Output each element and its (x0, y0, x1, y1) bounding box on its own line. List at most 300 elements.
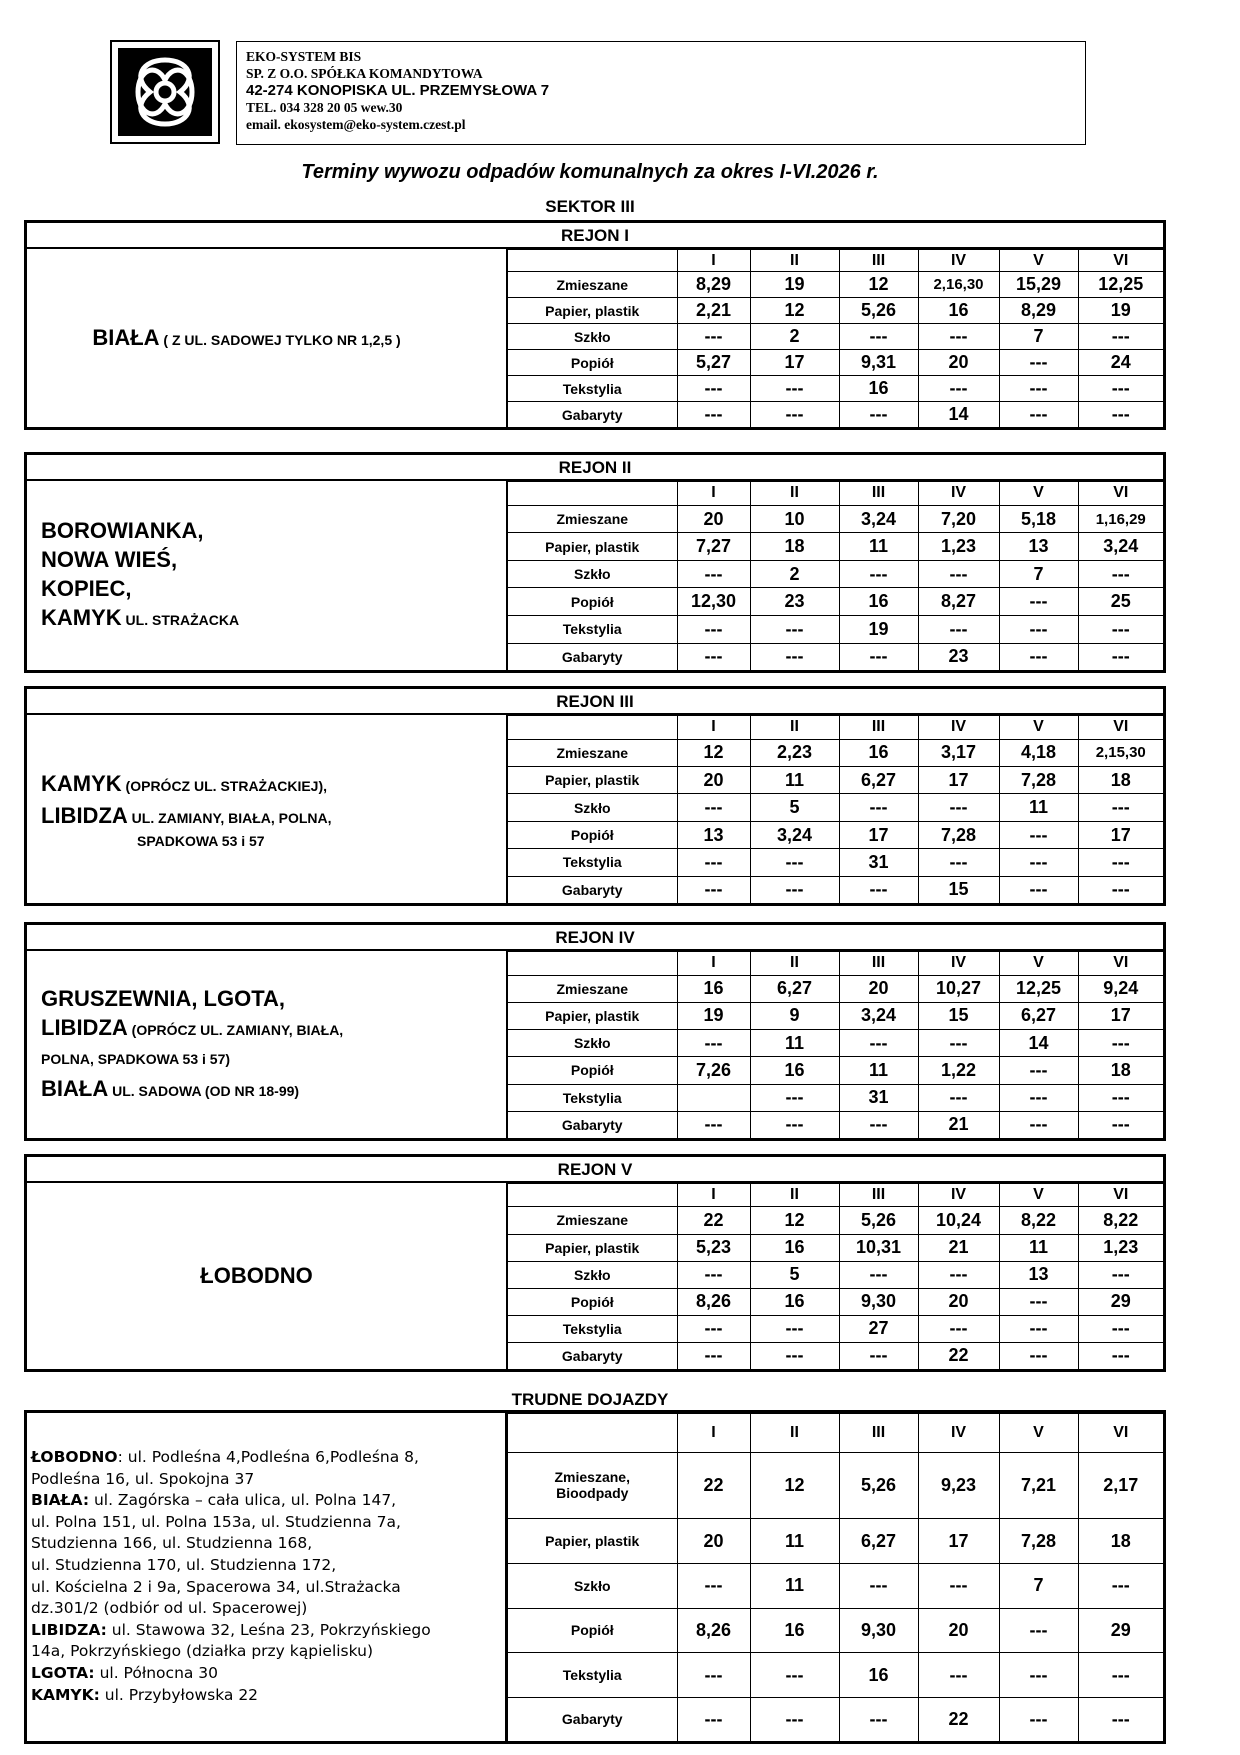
pickup-dates-cell: 10 (750, 505, 839, 533)
pickup-dates-cell: 7,21 (999, 1452, 1078, 1519)
waste-category-label (508, 1207, 677, 1234)
waste-category-label (508, 849, 677, 876)
pickup-dates-cell: 7 (999, 560, 1078, 588)
pickup-dates-cell: 13 (677, 821, 750, 848)
waste-category-text: Popiół (570, 827, 614, 844)
pickup-dates-cell: --- (1078, 1653, 1163, 1698)
pickup-dates-cell: 11 (999, 1234, 1078, 1261)
waste-category-label (508, 1608, 677, 1653)
pickup-dates-cell: 16 (750, 1234, 839, 1261)
schedule-row-tekstylia (508, 849, 1163, 876)
schedule-row-papier-plastik (508, 1002, 1163, 1029)
pickup-dates-cell: --- (677, 876, 750, 903)
month-header-iv: IV (918, 952, 999, 976)
address-text: ul. Zagórska – cała ulica, ul. Polna 147, (89, 1491, 397, 1510)
pickup-dates-cell: --- (999, 876, 1078, 903)
pickup-dates-cell: 12,30 (677, 588, 750, 616)
pickup-dates-cell: --- (1078, 1564, 1163, 1609)
month-header-v: V (999, 1414, 1078, 1453)
schedule-row-popiol (508, 1608, 1163, 1653)
pickup-dates-cell: 1,23 (1078, 1234, 1163, 1261)
place-kopiec: KOPIEC, (41, 576, 132, 601)
pickup-dates-cell: --- (750, 643, 839, 670)
pickup-dates-cell: 5 (750, 1261, 839, 1288)
pickup-dates-cell: --- (1078, 560, 1163, 588)
pickup-dates-cell: --- (750, 1697, 839, 1741)
schedule-row-popiol (508, 588, 1163, 616)
pickup-dates-cell: 23 (918, 643, 999, 670)
pickup-dates-cell: --- (1078, 794, 1163, 821)
pickup-dates-cell: 8,22 (1078, 1207, 1163, 1234)
month-header-i: I (677, 1184, 750, 1207)
waste-category-text: Popiół (570, 1622, 614, 1639)
pickup-dates-cell: --- (677, 615, 750, 643)
region-5-schedule (508, 1183, 1163, 1369)
pickup-dates-cell: 5,27 (677, 350, 750, 376)
company-address: 42-274 KONOPISKA UL. PRZEMYSŁOWA 7 (246, 82, 550, 99)
pickup-dates-cell: 7,28 (999, 1519, 1078, 1564)
month-header-vi: VI (1078, 952, 1163, 976)
place-biala-note: UL. SADOWA (OD NR 18-99) (108, 1082, 300, 1099)
month-header-row (508, 1184, 1163, 1207)
pickup-dates-cell: 3,24 (839, 1002, 918, 1029)
month-header-i: I (677, 716, 750, 740)
company-info-box (236, 41, 1086, 145)
region-3-title: REJON III (27, 689, 1163, 715)
month-header-row (508, 716, 1163, 740)
pickup-dates-cell: --- (1078, 1084, 1163, 1111)
pickup-dates-cell: 12 (677, 739, 750, 766)
pickup-dates-cell: 12,25 (999, 975, 1078, 1002)
pickup-dates-cell: --- (918, 849, 999, 876)
address-text: ul. Kościelna 2 i 9a, Spacerowa 34, ul.Strażacka (31, 1577, 401, 1596)
pickup-dates-cell: --- (677, 849, 750, 876)
waste-category-text: Gabaryty (561, 1116, 623, 1133)
pickup-dates-cell: 7,28 (918, 821, 999, 848)
pickup-dates-cell: --- (750, 1653, 839, 1698)
pickup-dates-cell: 25 (1078, 588, 1163, 616)
region-5-block (24, 1154, 1166, 1372)
month-header-iv: IV (918, 1414, 999, 1453)
pickup-dates-cell: --- (999, 1288, 1078, 1315)
pickup-dates-cell: 9,24 (1078, 975, 1163, 1002)
pickup-dates-cell: 6,27 (999, 1002, 1078, 1029)
schedule-row-gabaryty (508, 876, 1163, 903)
pickup-dates-cell: --- (918, 794, 999, 821)
pickup-dates-cell: --- (999, 821, 1078, 848)
place-libidza-note: UL. ZAMIANY, BIAŁA, POLNA, (127, 810, 332, 826)
pickup-dates-cell: 7 (999, 1564, 1078, 1609)
pickup-dates-cell: 13 (999, 533, 1078, 561)
pickup-dates-cell: --- (677, 560, 750, 588)
pickup-dates-cell: 11 (750, 767, 839, 794)
pickup-dates-cell: --- (1078, 402, 1163, 427)
pickup-dates-cell: 20 (677, 1519, 750, 1564)
waste-category-text: Zmieszane (556, 511, 629, 528)
schedule-table (508, 249, 1163, 427)
pickup-dates-cell: 15,29 (999, 272, 1078, 298)
month-header-iii: III (839, 952, 918, 976)
address-line (31, 1512, 501, 1534)
address-text: ul. Studzienna 170, ul. Studzienna 172, (31, 1555, 337, 1574)
schedule-row-gabaryty (508, 402, 1163, 427)
address-text: Podleśna 16, ul. Spokojna 37 (31, 1469, 255, 1488)
celtic-knot-logo-icon (118, 48, 212, 136)
waste-category-text: Zmieszane, (554, 1469, 630, 1486)
pickup-dates-cell: --- (918, 560, 999, 588)
region-2-block (24, 452, 1166, 673)
waste-category-text: Popiół (570, 593, 614, 610)
pickup-dates-cell: 16 (839, 376, 918, 402)
pickup-dates-cell: 16 (750, 1057, 839, 1084)
pickup-dates-cell: --- (750, 876, 839, 903)
waste-category-label (508, 1564, 677, 1609)
waste-category-text: Szkło (573, 328, 611, 345)
pickup-dates-cell: 5 (750, 794, 839, 821)
address-line (31, 1685, 501, 1707)
pickup-dates-cell: 11 (750, 1519, 839, 1564)
region-4-places (27, 951, 508, 1138)
pickup-dates-cell: --- (839, 1564, 918, 1609)
pickup-dates-cell: 27 (839, 1315, 918, 1342)
waste-category-label (508, 324, 677, 350)
region-1-title: REJON I (27, 223, 1163, 249)
hard-access-block (24, 1410, 1166, 1744)
address-text: ul. Przybyłowska 22 (99, 1685, 259, 1704)
schedule-row-zmieszane (508, 739, 1163, 766)
pickup-dates-cell: --- (1078, 1315, 1163, 1342)
pickup-dates-cell: --- (839, 643, 918, 670)
pickup-dates-cell: --- (999, 1111, 1078, 1138)
pickup-dates-cell: 11 (839, 533, 918, 561)
month-header-i: I (677, 250, 750, 272)
schedule-row-szklo (508, 560, 1163, 588)
month-header-vi: VI (1078, 716, 1163, 740)
pickup-dates-cell: 11 (750, 1030, 839, 1057)
pickup-dates-cell: 1,16,29 (1078, 505, 1163, 533)
place-biala: BIAŁA (92, 325, 160, 350)
pickup-dates-cell: --- (750, 376, 839, 402)
schedule-row-szklo (508, 1261, 1163, 1288)
waste-category-text: Gabaryty (561, 406, 623, 423)
place-libidza-note-cont: SPADKOWA 53 i 57 (137, 833, 265, 849)
waste-category-label (508, 643, 677, 670)
pickup-dates-cell: 14 (999, 1030, 1078, 1057)
pickup-dates-cell: 17 (750, 350, 839, 376)
pickup-dates-cell: 22 (677, 1452, 750, 1519)
waste-category-text: Tekstylia (562, 621, 622, 638)
pickup-dates-cell: --- (1078, 849, 1163, 876)
pickup-dates-cell: --- (839, 1697, 918, 1741)
region-2-schedule (508, 481, 1163, 670)
pickup-dates-cell: --- (677, 1564, 750, 1609)
pickup-dates-cell: 10,27 (918, 975, 999, 1002)
pickup-dates-cell: 6,27 (839, 767, 918, 794)
pickup-dates-cell: --- (677, 1111, 750, 1138)
document-title: Terminy wywozu odpadów komunalnych za okres I-VI.2026 r. (301, 161, 879, 183)
region-3-places (27, 715, 508, 903)
waste-category-text: Gabaryty (561, 881, 623, 898)
pickup-dates-cell: 8,22 (999, 1207, 1078, 1234)
pickup-dates-cell: 16 (839, 739, 918, 766)
pickup-dates-cell: 2,21 (677, 298, 750, 324)
pickup-dates-cell: --- (750, 402, 839, 427)
pickup-dates-cell: 22 (918, 1697, 999, 1741)
waste-category-label (508, 1653, 677, 1698)
waste-category-text: Popiół (570, 1293, 614, 1310)
schedule-row-popiol (508, 821, 1163, 848)
pickup-dates-cell: 23 (750, 588, 839, 616)
pickup-dates-cell: 8,26 (677, 1608, 750, 1653)
pickup-dates-cell: 19 (677, 1002, 750, 1029)
pickup-dates-cell: --- (999, 615, 1078, 643)
logo-background (118, 48, 212, 136)
waste-category-text: Zmieszane (556, 276, 629, 293)
pickup-dates-cell: --- (677, 1261, 750, 1288)
month-header-iii: III (839, 482, 918, 506)
waste-category-text: Zmieszane (556, 1212, 629, 1229)
pickup-dates-cell: 12 (750, 1452, 839, 1519)
pickup-dates-cell: --- (750, 1315, 839, 1342)
place-gruszewnia-lgota: GRUSZEWNIA, LGOTA, (41, 985, 286, 1011)
pickup-dates-cell: 2,15,30 (1078, 739, 1163, 766)
waste-category-label (508, 533, 677, 561)
pickup-dates-cell: --- (839, 560, 918, 588)
place-biala: BIAŁA (41, 1075, 109, 1101)
header-blank-cell (508, 1184, 677, 1207)
waste-category-label (508, 767, 677, 794)
pickup-dates-cell: 3,24 (750, 821, 839, 848)
pickup-dates-cell: --- (918, 1653, 999, 1698)
place-kamyk: KAMYK (41, 605, 122, 630)
pickup-dates-cell: --- (1078, 1030, 1163, 1057)
pickup-dates-cell: 8,26 (677, 1288, 750, 1315)
pickup-dates-cell: 31 (839, 1084, 918, 1111)
pickup-dates-cell: 3,24 (1078, 533, 1163, 561)
pickup-dates-cell: --- (1078, 1111, 1163, 1138)
address-line (31, 1533, 501, 1555)
pickup-dates-cell: --- (918, 1315, 999, 1342)
waste-category-text: Szkło (573, 1035, 611, 1052)
pickup-dates-cell: 14 (918, 402, 999, 427)
schedule-row-zmieszane (508, 505, 1163, 533)
schedule-row-gabaryty (508, 643, 1163, 670)
waste-category-label (508, 1234, 677, 1261)
header-blank-cell (508, 250, 677, 272)
region-4-schedule (508, 951, 1163, 1138)
pickup-dates-cell: 16 (677, 975, 750, 1002)
address-text: ul. Północna 30 (94, 1663, 219, 1682)
schedule-row-papier-plastik (508, 1519, 1163, 1564)
waste-category-label (508, 1315, 677, 1342)
pickup-dates-cell: --- (750, 849, 839, 876)
pickup-dates-cell: 3,24 (839, 505, 918, 533)
hard-access-addresses (27, 1413, 508, 1741)
month-header-iv: IV (918, 482, 999, 506)
waste-category-label (508, 588, 677, 616)
schedule-row-gabaryty (508, 1111, 1163, 1138)
pickup-dates-cell: --- (839, 876, 918, 903)
waste-category-label (508, 1084, 677, 1111)
pickup-dates-cell: 2 (750, 560, 839, 588)
waste-category-text-2: Bioodpady (556, 1485, 629, 1502)
pickup-dates-cell: 9,30 (839, 1288, 918, 1315)
schedule-row-szklo (508, 324, 1163, 350)
month-header-vi: VI (1078, 250, 1163, 272)
schedule-table (508, 481, 1163, 670)
address-locality: KAMYK: (31, 1685, 100, 1704)
month-header-iii: III (839, 716, 918, 740)
month-header-iv: IV (918, 716, 999, 740)
pickup-dates-cell: --- (999, 588, 1078, 616)
pickup-dates-cell: 11 (999, 794, 1078, 821)
pickup-dates-cell: 17 (918, 767, 999, 794)
place-libidza: LIBIDZA (41, 1014, 128, 1040)
region-5-places (27, 1183, 508, 1369)
waste-category-label (508, 1452, 677, 1519)
pickup-dates-cell: --- (677, 324, 750, 350)
pickup-dates-cell: 15 (918, 1002, 999, 1029)
pickup-dates-cell: 6,27 (750, 975, 839, 1002)
waste-category-text: Gabaryty (561, 648, 623, 665)
company-email: email. ekosystem@eko-system.czest.pl (246, 117, 466, 132)
pickup-dates-cell: --- (839, 794, 918, 821)
month-header-ii: II (750, 482, 839, 506)
pickup-dates-cell: 8,29 (999, 298, 1078, 324)
region-5-title: REJON V (27, 1157, 1163, 1183)
pickup-dates-cell: --- (839, 1342, 918, 1369)
header-blank-cell (508, 716, 677, 740)
pickup-dates-cell: --- (677, 794, 750, 821)
month-header-iii: III (839, 1184, 918, 1207)
waste-category-text: Tekstylia (562, 854, 622, 871)
waste-category-text: Tekstylia (562, 380, 622, 397)
waste-category-label (508, 505, 677, 533)
waste-category-text: Papier, plastik (545, 772, 640, 789)
pickup-dates-cell: 21 (918, 1111, 999, 1138)
pickup-dates-cell: 16 (750, 1288, 839, 1315)
pickup-dates-cell: --- (839, 1111, 918, 1138)
pickup-dates-cell: 4,18 (999, 739, 1078, 766)
pickup-dates-cell: 29 (1078, 1608, 1163, 1653)
address-line (31, 1641, 501, 1663)
address-text: : ul. Podleśna 4,Podleśna 6,Podleśna 8, (117, 1448, 419, 1466)
pickup-dates-cell: 12 (839, 272, 918, 298)
month-header-iv: IV (918, 1184, 999, 1207)
address-text: Studzienna 166, ul. Studzienna 168, (31, 1534, 313, 1553)
schedule-table (508, 1413, 1163, 1741)
month-header-vi: VI (1078, 1414, 1163, 1453)
pickup-dates-cell: 17 (1078, 821, 1163, 848)
waste-category-label (508, 298, 677, 324)
address-text: ul. Polna 151, ul. Polna 153a, ul. Studzienna 7a, (31, 1512, 401, 1531)
waste-category-text: Gabaryty (561, 1347, 623, 1364)
pickup-dates-cell: --- (918, 1261, 999, 1288)
month-header-ii: II (750, 250, 839, 272)
address-text: 14a, Pokrzyńskiego (działka przy kąpielisku) (31, 1642, 373, 1661)
pickup-dates-cell: 15 (918, 876, 999, 903)
pickup-dates-cell: 22 (677, 1207, 750, 1234)
pickup-dates-cell: 24 (1078, 350, 1163, 376)
pickup-dates-cell: 5,26 (839, 1452, 918, 1519)
schedule-row-tekstylia (508, 615, 1163, 643)
waste-category-text: Szkło (573, 1577, 611, 1594)
waste-category-label (508, 1288, 677, 1315)
schedule-row-popiol (508, 350, 1163, 376)
region-2-places (27, 481, 508, 670)
address-line (31, 1469, 501, 1491)
pickup-dates-cell: --- (999, 1342, 1078, 1369)
address-locality: BIAŁA: (31, 1491, 90, 1510)
pickup-dates-cell: 2 (750, 324, 839, 350)
sector-title: SEKTOR III (545, 197, 635, 216)
pickup-dates-cell: 9,23 (918, 1452, 999, 1519)
pickup-dates-cell: 12,25 (1078, 272, 1163, 298)
pickup-dates-cell: 10,24 (918, 1207, 999, 1234)
address-locality: LIBIDZA: (31, 1620, 107, 1639)
month-header-i: I (677, 482, 750, 506)
month-header-row (508, 482, 1163, 506)
pickup-dates-cell: 13 (999, 1261, 1078, 1288)
waste-category-text: Gabaryty (561, 1711, 623, 1728)
pickup-dates-cell: 22 (918, 1342, 999, 1369)
pickup-dates-cell: --- (750, 1342, 839, 1369)
place-kamyk-note: (OPRÓCZ UL. STRAŻACKIEJ), (121, 778, 328, 794)
month-header-ii: II (750, 1184, 839, 1207)
schedule-row-papier-plastik (508, 767, 1163, 794)
place-lobodno: ŁOBODNO (200, 1263, 313, 1288)
waste-category-label (508, 1030, 677, 1057)
pickup-dates-cell: 17 (1078, 1002, 1163, 1029)
waste-category-text: Zmieszane (556, 980, 629, 997)
waste-category-text: Papier, plastik (545, 1533, 640, 1550)
month-header-iv: IV (918, 250, 999, 272)
pickup-dates-cell: --- (677, 1030, 750, 1057)
pickup-dates-cell: --- (677, 1342, 750, 1369)
pickup-dates-cell: 8,27 (918, 588, 999, 616)
pickup-dates-cell: 19 (1078, 298, 1163, 324)
pickup-dates-cell: 7,27 (677, 533, 750, 561)
address-line (31, 1490, 501, 1512)
pickup-dates-cell: 20 (918, 1608, 999, 1653)
pickup-dates-cell: --- (839, 1261, 918, 1288)
schedule-row-zmieszane (508, 1207, 1163, 1234)
pickup-dates-cell: 20 (677, 505, 750, 533)
schedule-row-popiol (508, 1057, 1163, 1084)
waste-category-text: Szkło (573, 1266, 611, 1283)
waste-category-label (508, 1697, 677, 1741)
waste-category-text: Papier, plastik (545, 538, 640, 555)
region-1-places (27, 249, 508, 427)
pickup-dates-cell: 16 (918, 298, 999, 324)
month-header-ii: II (750, 716, 839, 740)
schedule-table (508, 951, 1163, 1138)
waste-category-label (508, 402, 677, 427)
region-1-block (24, 220, 1166, 430)
pickup-dates-cell: 5,26 (839, 1207, 918, 1234)
address-locality: LGOTA: (31, 1663, 95, 1682)
address-line (31, 1598, 501, 1620)
pickup-dates-cell: 3,17 (918, 739, 999, 766)
waste-category-label (508, 876, 677, 903)
month-header-v: V (999, 952, 1078, 976)
schedule-row-papier-plastik (508, 1234, 1163, 1261)
month-header-i: I (677, 1414, 750, 1453)
pickup-dates-cell: 31 (839, 849, 918, 876)
address-text: ul. Stawowa 32, Leśna 23, Pokrzyńskiego (106, 1620, 431, 1639)
region-3-block (24, 686, 1166, 906)
pickup-dates-cell: 18 (1078, 1519, 1163, 1564)
